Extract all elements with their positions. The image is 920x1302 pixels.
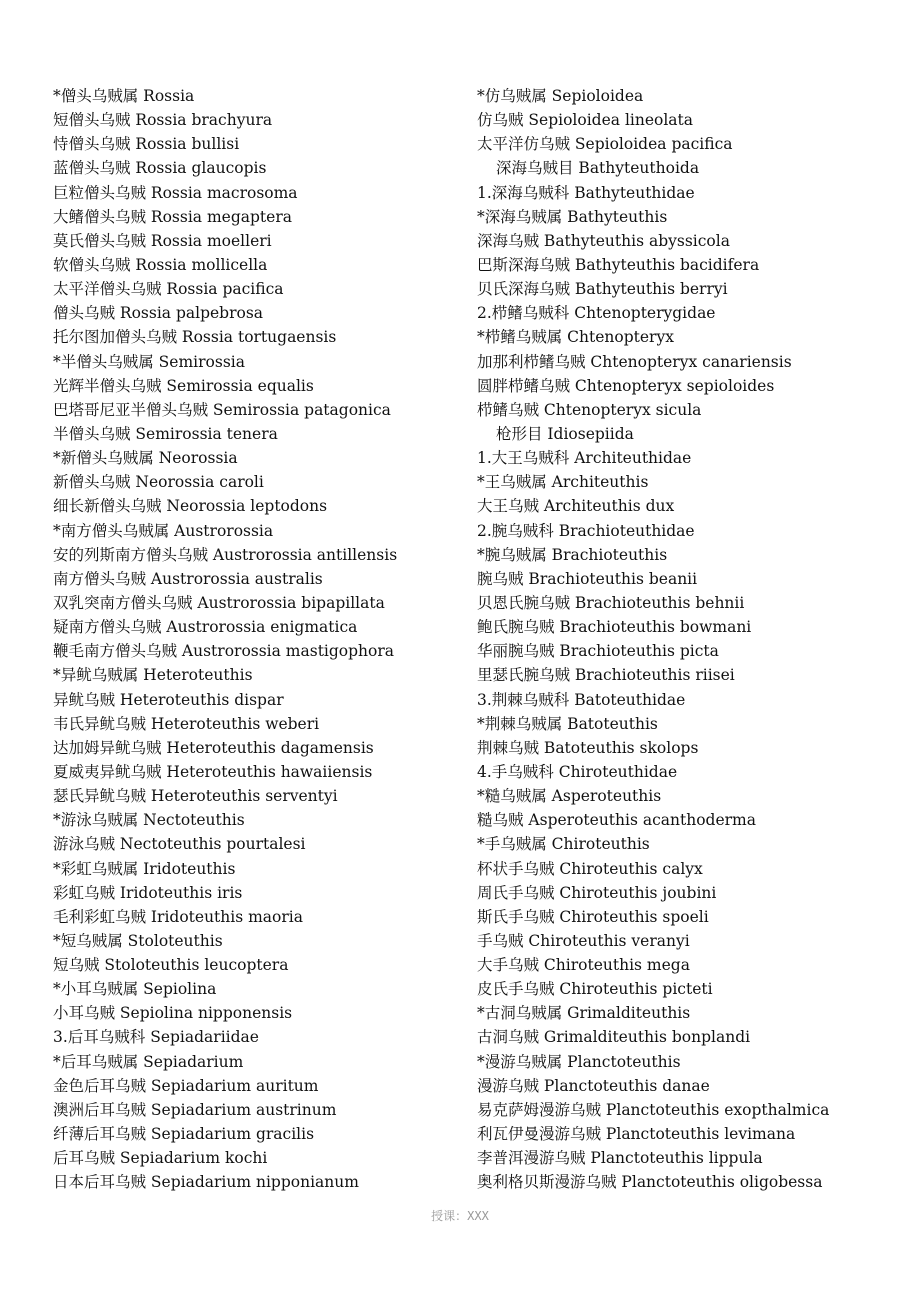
taxon-entry: 贝氏深海乌贼 Bathyteuthis berryi xyxy=(477,280,728,299)
taxon-entry: 3.后耳乌贼科 Sepiadariidae xyxy=(53,1028,259,1047)
taxon-entry: *糙乌贼属 Asperoteuthis xyxy=(477,787,662,806)
taxon-entry: 栉鳍乌贼 Chtenopteryx sicula xyxy=(477,400,702,419)
right-column xyxy=(477,84,907,1194)
taxon-entry: 双乳突南方僧头乌贼 Austrorossia bipapillata xyxy=(53,593,385,612)
taxon-entry: 荆棘乌贼 Batoteuthis skolops xyxy=(477,738,699,757)
taxon-entry: *王乌贼属 Architeuthis xyxy=(477,473,649,492)
taxon-entry: *手乌贼属 Chiroteuthis xyxy=(477,835,650,854)
taxon-entry: 深海乌贼 Bathyteuthis abyssicola xyxy=(477,231,730,250)
taxon-entry: *短乌贼属 Stoloteuthis xyxy=(53,931,223,950)
taxon-entry: 糙乌贼 Asperoteuthis acanthoderma xyxy=(477,811,756,830)
taxon-entry: 华丽腕乌贼 Brachioteuthis picta xyxy=(477,642,719,661)
taxon-entry: 周氏手乌贼 Chiroteuthis joubini xyxy=(477,883,717,902)
taxon-entry: 游泳乌贼 Nectoteuthis pourtalesi xyxy=(53,835,306,854)
taxon-entry: 贝恩氏腕乌贼 Brachioteuthis behnii xyxy=(477,593,745,612)
taxon-entry: 鲍氏腕乌贼 Brachioteuthis bowmani xyxy=(477,618,752,637)
taxon-entry: 光辉半僧头乌贼 Semirossia equalis xyxy=(53,376,314,395)
taxon-entry: 恃僧头乌贼 Rossia bullisi xyxy=(53,135,240,154)
taxon-entry: 新僧头乌贼 Neorossia caroli xyxy=(53,473,264,492)
taxon-entry: *漫游乌贼属 Planctoteuthis xyxy=(477,1052,681,1071)
taxon-entry: 深海乌贼目 Bathyteuthoida xyxy=(496,159,700,178)
taxon-entry: 僧头乌贼 Rossia palpebrosa xyxy=(53,304,264,323)
taxon-entry: 半僧头乌贼 Semirossia tenera xyxy=(53,424,278,443)
taxon-entry: 夏威夷异鱿乌贼 Heteroteuthis hawaiiensis xyxy=(53,762,373,781)
taxon-entry: 疑南方僧头乌贼 Austrorossia enigmatica xyxy=(53,618,358,637)
taxon-entry: 太平洋仿乌贼 Sepioloidea pacifica xyxy=(477,135,733,154)
taxon-entry: 里瑟氏腕乌贼 Brachioteuthis riisei xyxy=(477,666,735,685)
taxon-entry: 南方僧头乌贼 Austrorossia australis xyxy=(53,569,323,588)
taxon-entry: 莫氏僧头乌贼 Rossia moelleri xyxy=(53,231,272,250)
taxon-entry: *古洞乌贼属 Grimalditeuthis xyxy=(477,1004,691,1023)
taxon-entry: 瑟氏异鱿乌贼 Heteroteuthis serventyi xyxy=(53,787,338,806)
taxon-entry: 大手乌贼 Chiroteuthis mega xyxy=(477,956,690,975)
taxon-entry: 韦氏异鱿乌贼 Heteroteuthis weberi xyxy=(53,714,320,733)
taxon-entry: 皮氏手乌贼 Chiroteuthis picteti xyxy=(477,980,713,999)
taxon-entry: 细长新僧头乌贼 Neorossia leptodons xyxy=(53,497,328,516)
taxon-entry: 巴斯深海乌贼 Bathyteuthis bacidifera xyxy=(477,255,760,274)
taxon-entry: *僧头乌贼属 Rossia xyxy=(53,87,195,105)
taxon-entry: 手乌贼 Chiroteuthis veranyi xyxy=(477,931,690,950)
taxon-entry: *仿乌贼属 Sepioloidea xyxy=(477,87,644,105)
page-footer: 授课：XXX xyxy=(431,1209,489,1223)
taxon-entry: *异鱿乌贼属 Heteroteuthis xyxy=(53,666,253,685)
taxon-entry: *深海乌贼属 Bathyteuthis xyxy=(477,207,668,226)
taxon-entry: 2.腕乌贼科 Brachioteuthidae xyxy=(477,521,695,540)
left-column xyxy=(53,84,468,1194)
taxon-entry: 杯状手乌贼 Chiroteuthis calyx xyxy=(477,859,703,878)
taxon-entry: 安的列斯南方僧头乌贼 Austrorossia antillensis xyxy=(53,545,398,564)
taxon-entry: 太平洋僧头乌贼 Rossia pacifica xyxy=(53,280,284,299)
taxon-entry: *游泳乌贼属 Nectoteuthis xyxy=(53,811,245,830)
taxon-entry: 鞭毛南方僧头乌贼 Austrorossia mastigophora xyxy=(53,642,395,661)
taxon-entry: 软僧头乌贼 Rossia mollicella xyxy=(53,255,268,274)
taxon-entry: 3.荆棘乌贼科 Batoteuthidae xyxy=(477,690,686,709)
taxon-entry: 澳洲后耳乌贼 Sepiadarium austrinum xyxy=(53,1100,337,1119)
taxon-entry: *彩虹乌贼属 Iridoteuthis xyxy=(53,859,236,878)
taxon-entry: 大鳍僧头乌贼 Rossia megaptera xyxy=(53,207,292,226)
taxon-entry: 2.栉鳍乌贼科 Chtenopterygidae xyxy=(477,304,716,323)
taxon-entry: 加那利栉鳍乌贼 Chtenopteryx canariensis xyxy=(477,352,792,371)
taxon-entry: 4.手乌贼科 Chiroteuthidae xyxy=(477,762,678,781)
taxon-entry: 斯氏手乌贼 Chiroteuthis spoeli xyxy=(477,907,709,926)
taxon-entry: 异鱿乌贼 Heteroteuthis dispar xyxy=(53,690,284,709)
taxon-entry: 易克萨姆漫游乌贼 Planctoteuthis exopthalmica xyxy=(477,1100,830,1119)
taxon-entry: 1.深海乌贼科 Bathyteuthidae xyxy=(477,183,695,202)
taxon-entry: 枪形目 Idiosepiida xyxy=(496,424,634,443)
taxon-entry: 漫游乌贼 Planctoteuthis danae xyxy=(477,1076,710,1095)
taxon-entry: 小耳乌贼 Sepiolina nipponensis xyxy=(53,1004,293,1023)
taxon-entry: 毛利彩虹乌贼 Iridoteuthis maoria xyxy=(53,907,303,926)
taxon-entry: *小耳乌贼属 Sepiolina xyxy=(53,980,217,999)
taxon-entry: 利瓦伊曼漫游乌贼 Planctoteuthis levimana xyxy=(477,1125,796,1144)
taxon-entry: 托尔图加僧头乌贼 Rossia tortugaensis xyxy=(53,328,337,347)
taxon-entry: 巨粒僧头乌贼 Rossia macrosoma xyxy=(53,183,298,202)
taxon-entry: *新僧头乌贼属 Neorossia xyxy=(53,449,238,468)
taxon-entry: 彩虹乌贼 Iridoteuthis iris xyxy=(53,883,243,902)
taxon-entry: 李普洱漫游乌贼 Planctoteuthis lippula xyxy=(477,1149,763,1168)
taxon-entry: *腕乌贼属 Brachioteuthis xyxy=(477,545,668,564)
taxon-entry: 短僧头乌贼 Rossia brachyura xyxy=(53,111,273,130)
taxon-entry: *后耳乌贼属 Sepiadarium xyxy=(53,1052,244,1071)
taxon-entry: 古洞乌贼 Grimalditeuthis bonplandi xyxy=(477,1028,751,1047)
taxon-entry: 短乌贼 Stoloteuthis leucoptera xyxy=(53,956,289,975)
taxon-entry: 金色后耳乌贼 Sepiadarium auritum xyxy=(53,1076,319,1095)
taxon-entry: *半僧头乌贼属 Semirossia xyxy=(53,352,245,371)
taxon-entry: 后耳乌贼 Sepiadarium kochi xyxy=(53,1149,268,1168)
taxon-entry: 纤薄后耳乌贼 Sepiadarium gracilis xyxy=(53,1125,315,1144)
taxon-entry: 1.大王乌贼科 Architeuthidae xyxy=(477,449,692,468)
taxon-entry: *南方僧头乌贼属 Austrorossia xyxy=(53,521,274,540)
taxon-entry: 蓝僧头乌贼 Rossia glaucopis xyxy=(53,159,267,178)
taxon-entry: 大王乌贼 Architeuthis dux xyxy=(477,497,675,516)
taxon-entry: 达加姆异鱿乌贼 Heteroteuthis dagamensis xyxy=(53,738,374,757)
taxon-entry: 巴塔哥尼亚半僧头乌贼 Semirossia patagonica xyxy=(53,400,391,419)
taxon-entry: 奥利格贝斯漫游乌贼 Planctoteuthis oligobessa xyxy=(477,1173,823,1192)
taxon-entry: 日本后耳乌贼 Sepiadarium nipponianum xyxy=(53,1173,359,1192)
taxon-entry: 腕乌贼 Brachioteuthis beanii xyxy=(477,569,698,588)
taxon-entry: 圆胖栉鳍乌贼 Chtenopteryx sepioloides xyxy=(477,376,775,395)
taxon-entry: 仿乌贼 Sepioloidea lineolata xyxy=(477,111,694,130)
taxon-entry: *荆棘乌贼属 Batoteuthis xyxy=(477,714,658,733)
taxon-entry: *栉鳍乌贼属 Chtenopteryx xyxy=(477,328,674,347)
